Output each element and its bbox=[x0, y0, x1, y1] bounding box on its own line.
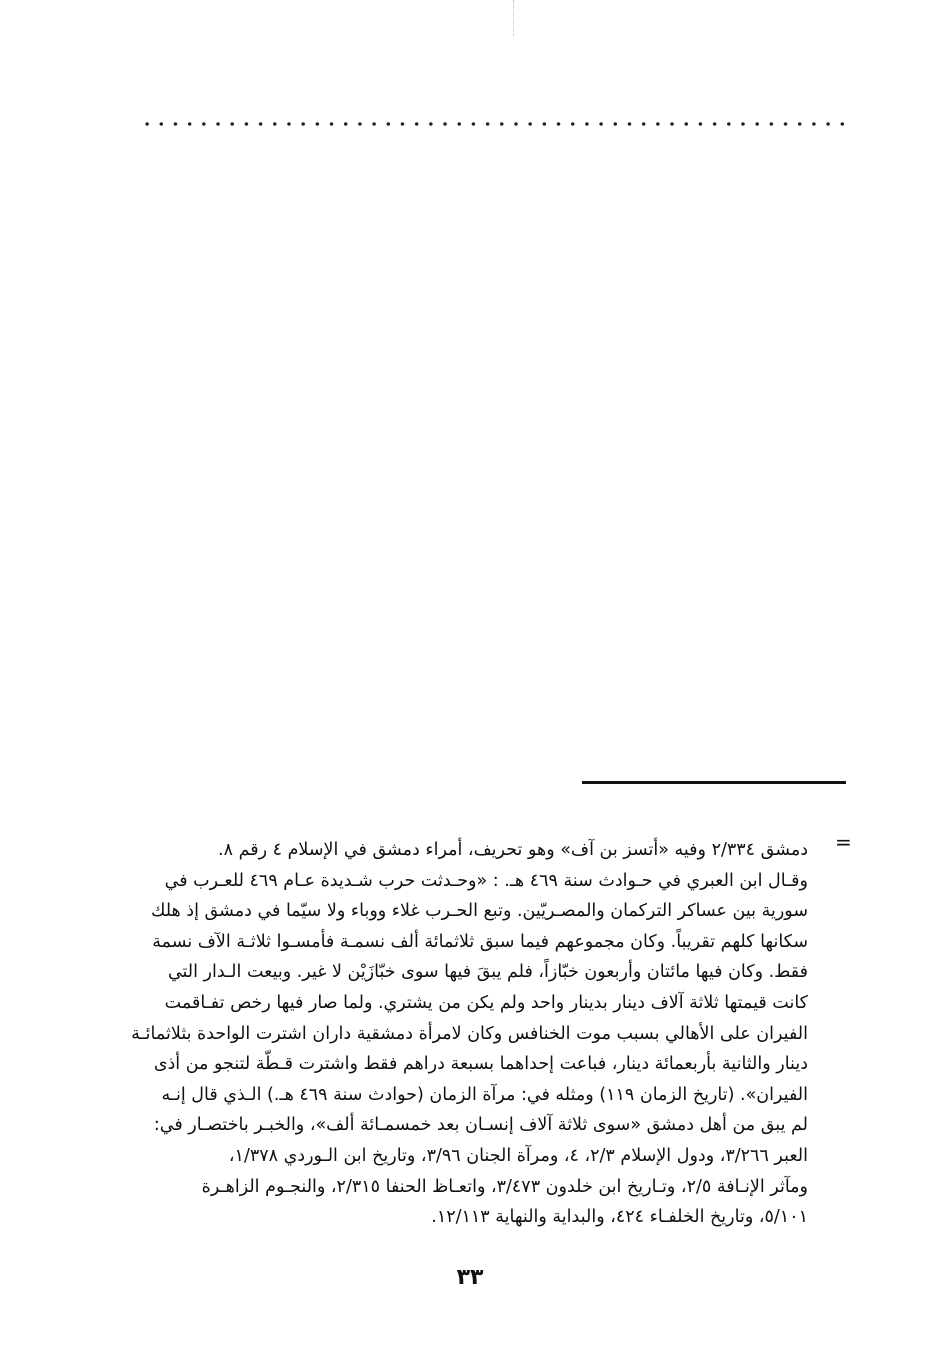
footnote-text bbox=[126, 835, 808, 1233]
footnote-line: دينار والثانية بأربعمائة دينار، فباعت إحداهما بسبعة دراهم فقط واشترت قـطّة لتنجو من أذى bbox=[153, 1054, 808, 1075]
dotted-separator bbox=[140, 120, 850, 128]
footnote-line: الفيران على الأهالي بسبب موت الخنافس وكان لامرأة دمشقية داران اشترت الواحدة بثلاثمائـة bbox=[131, 1023, 808, 1044]
footnote-line: الفيران». (تاريخ الزمان ١١٩) ومثله في: مرآة الزمان (حوادث سنة ٤٦٩ هـ.) الـذي قال إنـه bbox=[161, 1084, 808, 1105]
footnote-line: دمشق ٢/٣٣٤ وفيه «أتسز بن آف» وهو تحريف، أمراء دمشق في الإسلام ٤ رقم ٨. bbox=[218, 840, 808, 860]
footnote-line: وقـال ابن العبري في حـوادث سنة ٤٦٩ هـ. : «وحـدثت حرب شـديدة عـام ٤٦٩ للعـرب في bbox=[164, 870, 808, 891]
footnote-line: سكانها كلهم تقريباً. وكان مجموعهم فيما سبق ثلاثمائة ألف نسمـة فأمسـوا ثلاثـة الآف نسمة bbox=[152, 931, 808, 952]
footnote-line: العبر ٣/٢٦٦، ودول الإسلام ٢/٣، ٤، ومرآة الجنان ٣/٩٦، وتاريخ ابن الـوردي ١/٣٧٨، bbox=[228, 1145, 808, 1166]
page-number: ٣٣ bbox=[456, 1265, 484, 1290]
footnote-line: ومآثر الإنـافة ٢/٥، وتـاريخ ابن خلدون ٣/٤٧٣، واتعـاظ الحنفا ٢/٣١٥، والنجـوم الزاهـرة bbox=[201, 1176, 808, 1197]
footnote-separator-rule bbox=[582, 781, 846, 784]
footnote-line: ٥/١٠١، وتاريخ الخلفـاء ٤٢٤، والبداية والنهاية ١٢/١١٣. bbox=[431, 1207, 808, 1228]
footnote-line: سورية بين عساكر التركمان والمصـريّين. وتبع الحـرب غلاء ووباء ولا سيّما في دمشق إذ هلك bbox=[150, 901, 808, 922]
footnote-line: لم يبق من أهل دمشق «سوى ثلاثة آلاف إنسـان بعد خمسمـائة ألف»، والخبـر باختصـار في: bbox=[153, 1115, 808, 1136]
footnote-line: فقط. وكان فيها مائتان وأربعون خبّازاً، فلم يبقَ فيها سوى خبّازَيْن لا غير. وبيعت الـدار التي bbox=[167, 962, 808, 983]
binding-gutter-mark bbox=[513, 0, 515, 36]
footnote-line: كانت قيمتها ثلاثة آلاف دينار بدينار واحد ولم يكن من يشتري. ولما صار فيها رخص تفـاقمت bbox=[164, 992, 808, 1013]
footnote-continuation-marker: = bbox=[835, 830, 852, 854]
